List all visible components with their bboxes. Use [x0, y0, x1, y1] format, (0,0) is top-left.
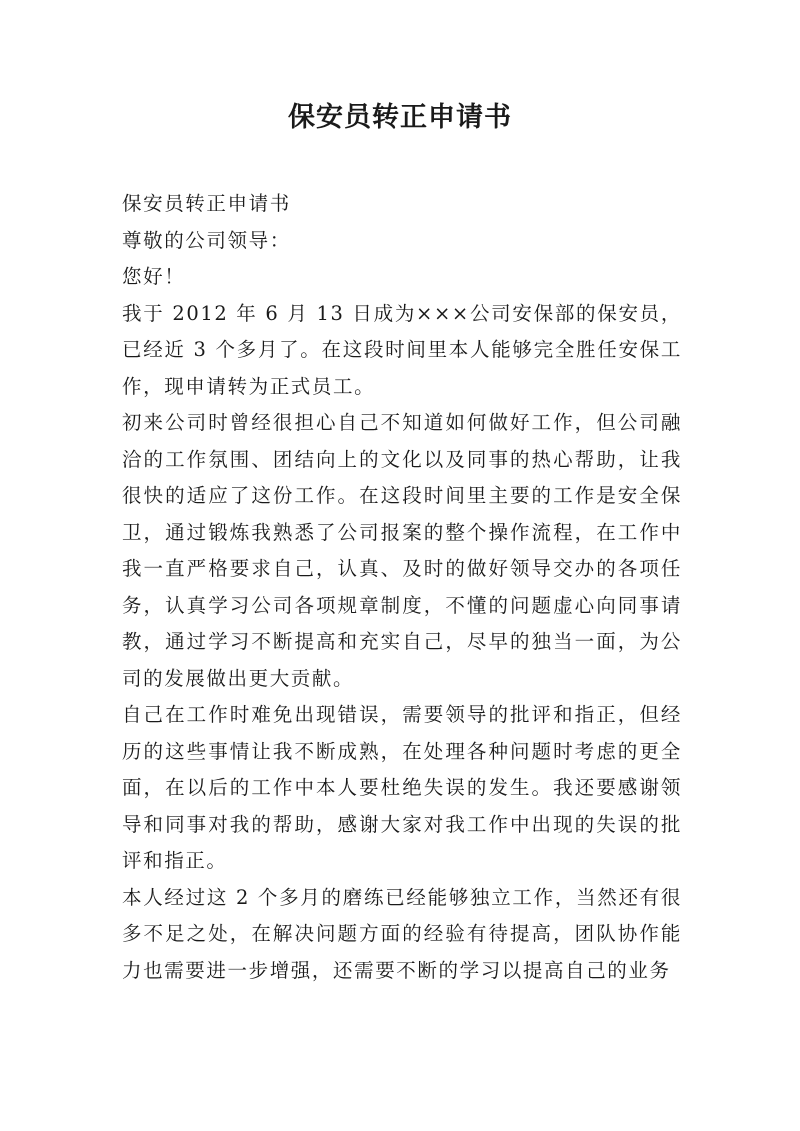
- salutation: 尊敬的公司领导：: [122, 228, 291, 252]
- greeting: 您好！: [122, 265, 186, 288]
- paragraph-work-experience: 初来公司时曾经很担心自己不知道如何做好工作，但公司融洽的工作氛围、团结向上的文化以及同事的热心帮助，让我很快的适应了这份工作。在这段时间里主要的工作是安全保卫，通过锻炼我熟悉了公司报案的整个操作流程，在工作中我一直严格要求自己，认真、及时的做好领导交办的各项任务，认真学习公司各项规章制度，不懂的问题虚心向同事请教，通过学习不断提高和充实自己，尽早的独当一面，为公司的发展做出更大贡献。: [122, 411, 682, 690]
- paragraph-mistakes: 自己在工作时难免出现错误，需要领导的批评和指正，但经历的这些事情让我不断成熟，在处理各种问题时考虑的更全面，在以后的工作中本人要杜绝失误的发生。我还要感谢领导和同事对我的帮助，感谢大家对我工作中出现的失误的批评和指正。: [122, 703, 682, 872]
- document-body: [122, 186, 682, 989]
- paragraph-self-assessment: 本人经过这 2 个多月的磨练已经能够独立工作，当然还有很多不足之处，在解决问题方面的经验有待提高，团队协作能力也需要进一步增强，还需要不断的学习以提高自己的业务: [122, 885, 682, 982]
- document-title: 保安员转正申请书: [288, 102, 512, 133]
- body-heading: 保安员转正申请书: [122, 192, 291, 215]
- paragraph-intro: 我于 2012 年 6 月 13 日成为×××公司安保部的保安员，已经近 3 个多月了。在这段时间里本人能够完全胜任安保工作，现申请转为正式员工。: [122, 301, 682, 398]
